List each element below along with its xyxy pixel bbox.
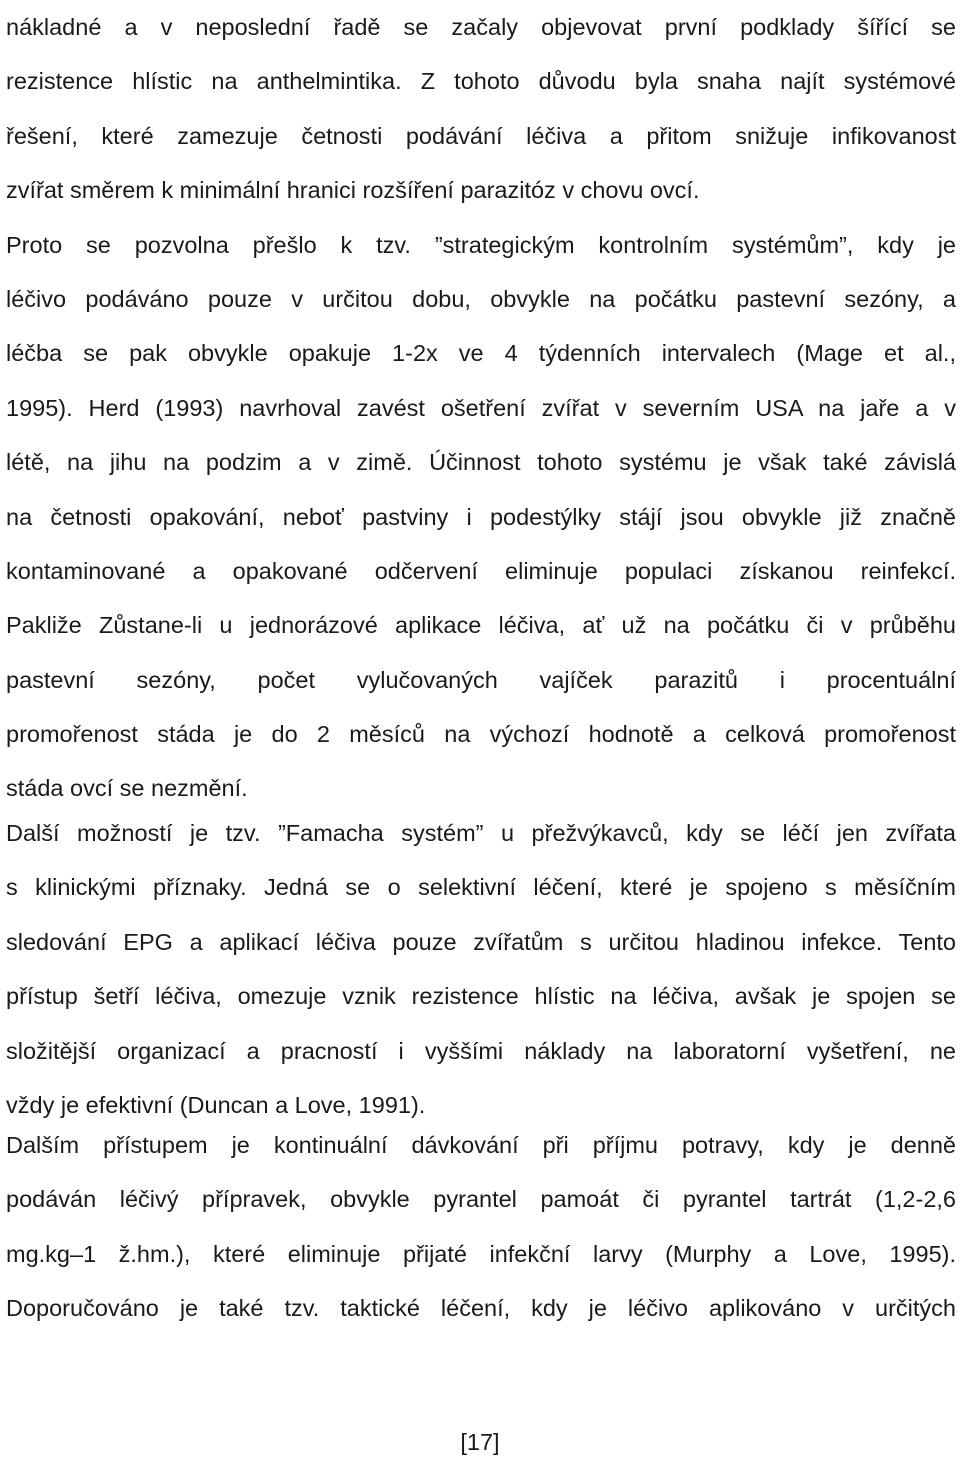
text-line: složitější organizací a pracností i vyššími náklady na laboratorní vyšetření, ne — [6, 1037, 956, 1064]
text-line: sledování EPG a aplikací léčiva pouze zvířatům s určitou hladinou infekce. Tento — [6, 928, 956, 955]
page-number: [17] — [460, 1429, 500, 1455]
text-line: vždy je efektivní (Duncan a Love, 1991). — [6, 1091, 426, 1118]
text-line: Doporučováno je také tzv. taktické léčení, kdy je léčivo aplikováno v určitých — [6, 1295, 956, 1322]
text-line: stáda ovcí se nezmění. — [6, 775, 248, 802]
text-line: nákladné a v neposlední řadě se začaly objevovat první podklady šířící se — [6, 14, 956, 40]
text-line: přístup šetří léčiva, omezuje vznik rezistence hlístic na léčiva, avšak je spojen se — [6, 983, 956, 1010]
text-line: pastevní sezóny, počet vylučovaných vajíček parazitů i procentuální — [6, 666, 956, 693]
text-line: rezistence hlístic na anthelmintika. Z tohoto důvodu byla snaha najít systémové — [6, 68, 956, 95]
paragraph-3 — [6, 1118, 956, 1336]
text-line: zvířat směrem k minimální hranici rozšíření parazitóz v chovu ovcí. — [6, 177, 700, 204]
text-line: kontaminované a opakované odčervení eliminuje populaci získanou reinfekcí. — [6, 557, 956, 584]
text-line: Dalším přístupem je kontinuální dávkování při příjmu potravy, kdy je denně — [6, 1132, 956, 1158]
paragraph-1 — [6, 0, 956, 816]
text-line: promořenost stáda je do 2 měsíců na výchozí hodnotě a celková promořenost — [6, 721, 956, 748]
text-line: na četnosti opakování, neboť pastviny i podestýlky stájí jsou obvykle již značně — [6, 503, 956, 530]
text-line: s klinickými příznaky. Jedná se o selektivní léčení, které je spojeno s měsíčním — [6, 874, 956, 901]
text-line: léčba se pak obvykle opakuje 1-2x ve 4 týdenních intervalech (Mage et al., — [6, 340, 956, 367]
text-line: létě, na jihu na podzim a v zimě. Účinnost tohoto systému je však také závislá — [6, 449, 956, 476]
text-line: Další možností je tzv. ”Famacha systém” u přežvýkavců, kdy se léčí jen zvířata — [6, 820, 956, 846]
text-line: 1995). Herd (1993) navrhoval zavést ošetření zvířat v severním USA na jaře a v — [6, 394, 956, 421]
text-line: léčivo podáváno pouze v určitou dobu, obvykle na počátku pastevní sezóny, a — [6, 285, 956, 312]
text-line: Pakliže Zůstane-li u jednorázové aplikace léčiva, ať už na počátku či v průběhu — [6, 612, 956, 639]
text-line: podáván léčivý přípravek, obvykle pyrantel pamoát či pyrantel tartrát (1,2-2,6 — [6, 1186, 956, 1213]
text-line: Proto se pozvolna přešlo k tzv. ”strategickým kontrolním systémům”, kdy je — [6, 231, 956, 258]
text-line: mg.kg–1 ž.hm.), které eliminuje přijaté infekční larvy (Murphy a Love, 1995). — [6, 1240, 956, 1267]
paragraph-2 — [6, 806, 956, 1132]
text-line: řešení, které zamezuje četnosti podávání léčiva a přitom snižuje infikovanost — [6, 122, 956, 149]
